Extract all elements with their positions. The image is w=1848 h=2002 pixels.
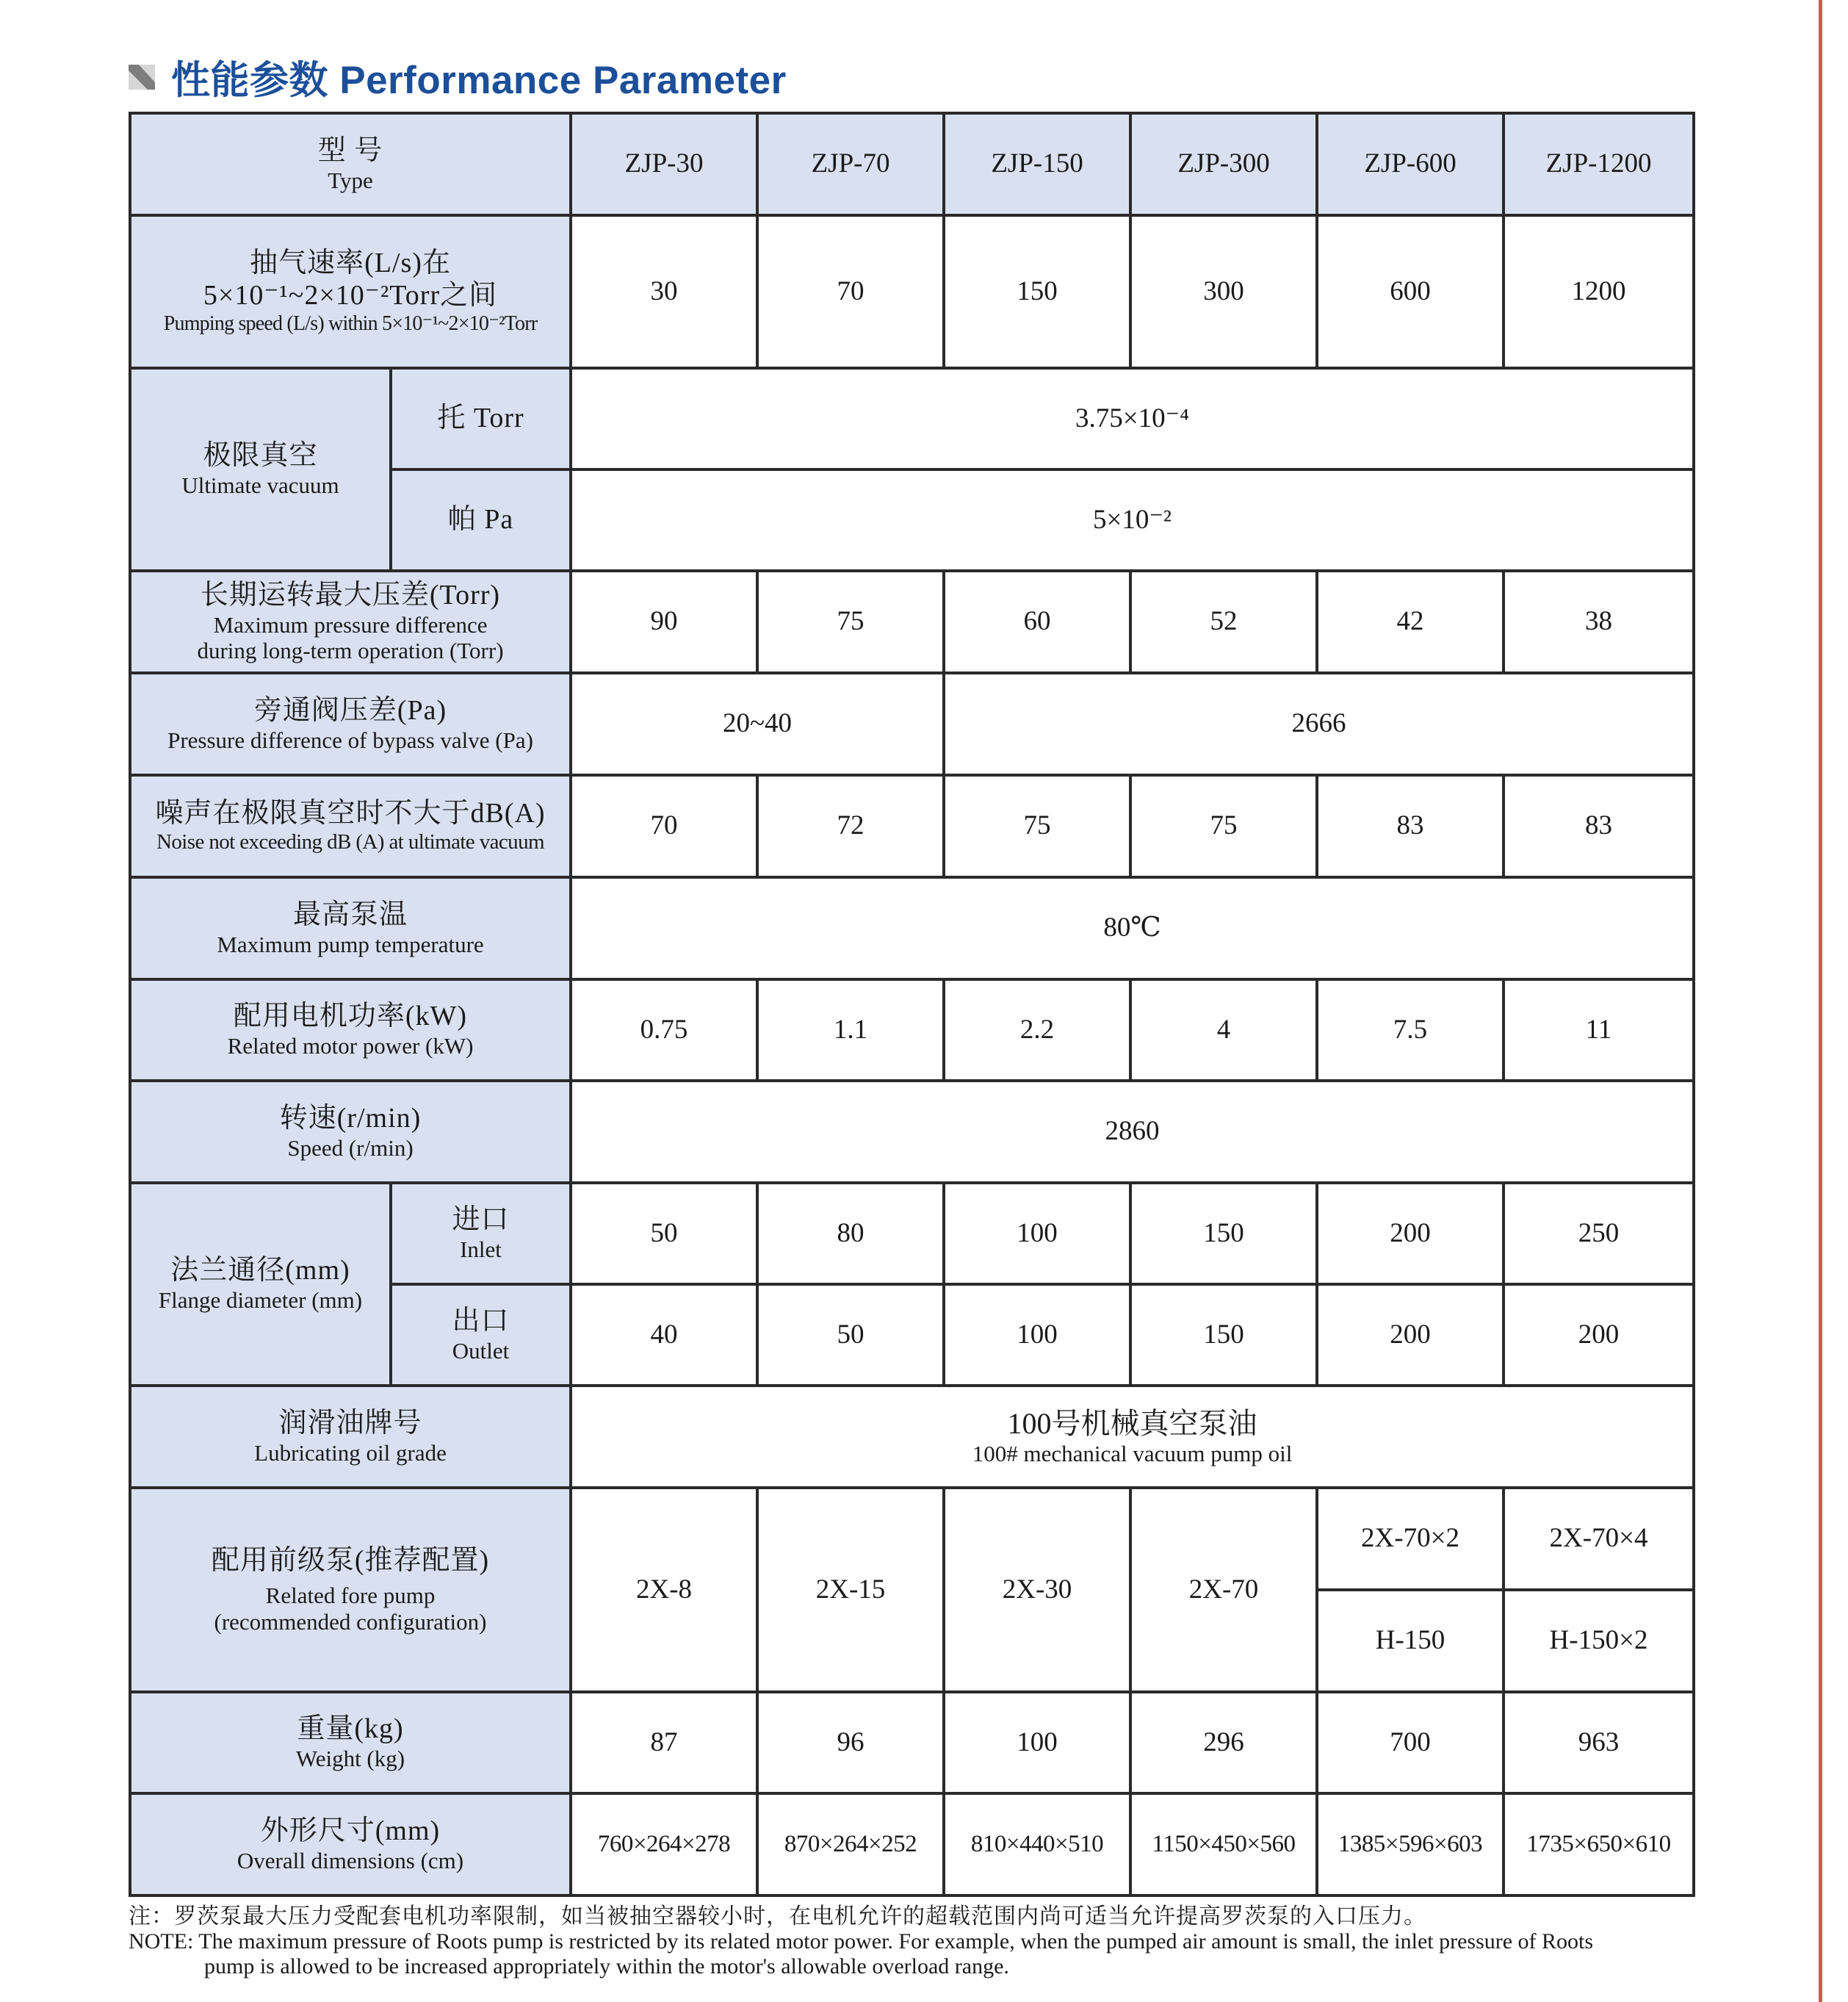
table-cell: 50 — [571, 1183, 757, 1284]
row-header-motor-power: 配用电机功率(kW) Related motor power (kW) — [130, 979, 571, 1081]
table-cell: 4 — [1130, 979, 1317, 1081]
table-cell: 2X-70×2 — [1317, 1488, 1504, 1590]
ultimate-vacuum-pa-value: 5×10⁻² — [571, 469, 1694, 571]
table-cell: 75 — [944, 775, 1130, 877]
table-cell: 96 — [757, 1692, 944, 1793]
table-cell: 760×264×278 — [571, 1793, 757, 1895]
table-cell: 50 — [757, 1284, 944, 1386]
sub-header-inlet: 进口 Inlet — [391, 1183, 571, 1284]
table-cell: 100 — [944, 1183, 1130, 1284]
table-cell: 2X-15 — [757, 1488, 944, 1692]
footnote-cn: 注：罗茨泵最大压力受配套电机功率限制，如当被抽空器较小时，在电机允许的超载范围内尚可适当允许提高罗茨泵的入口压力。 — [129, 1904, 1426, 1929]
row-header-speed: 转速(r/min) Speed (r/min) — [130, 1081, 571, 1183]
row-header-ultimate-vacuum: 极限真空 Ultimate vacuum — [130, 368, 391, 571]
sub-header-outlet: 出口 Outlet — [391, 1284, 571, 1386]
table-cell: 2X-70×4 — [1504, 1488, 1694, 1590]
table-cell: 38 — [1504, 571, 1694, 673]
sub-header-pa: 帕 Pa — [391, 469, 571, 571]
table-row-max-pressure-diff — [130, 571, 1694, 673]
table-cell: 2.2 — [944, 979, 1130, 1081]
page-edge-stripe — [1819, 0, 1822, 2002]
model-header: ZJP-600 — [1317, 113, 1504, 215]
table-cell: 810×440×510 — [944, 1793, 1130, 1895]
sub-header-torr: 托 Torr — [391, 368, 571, 469]
table-cell: 300 — [1130, 215, 1317, 368]
model-header: ZJP-1200 — [1504, 113, 1694, 215]
table-cell: 100 — [944, 1284, 1130, 1386]
table-cell: 1.1 — [757, 979, 944, 1081]
row-header-dimensions: 外形尺寸(mm) Overall dimensions (cm) — [130, 1793, 571, 1895]
table-cell: 200 — [1317, 1183, 1504, 1284]
table-cell: 2X-70 — [1130, 1488, 1317, 1692]
table-row-speed — [130, 1081, 1694, 1183]
table-cell: 80 — [757, 1183, 944, 1284]
table-cell: 963 — [1504, 1692, 1694, 1793]
table-cell: 296 — [1130, 1692, 1317, 1793]
table-cell: 0.75 — [571, 979, 757, 1081]
table-row-fore-pump — [130, 1488, 1694, 1590]
table-cell: 2666 — [944, 673, 1694, 775]
table-cell: 70 — [757, 215, 944, 368]
table-cell: 200 — [1504, 1284, 1694, 1386]
table-cell: 1150×450×560 — [1130, 1793, 1317, 1895]
page-title: 性能参数 Performance Parameter — [171, 59, 787, 102]
performance-table — [129, 112, 1695, 1897]
table-cell: 30 — [571, 215, 757, 368]
table-cell: 87 — [571, 1692, 757, 1793]
table-row-type — [130, 113, 1694, 215]
table-cell: 72 — [757, 775, 944, 877]
table-row-bypass-valve — [130, 673, 1694, 775]
table-row-ultimate-vacuum-torr — [130, 368, 1694, 469]
table-cell: 2860 — [571, 1081, 1694, 1183]
table-row-dimensions — [130, 1793, 1694, 1895]
table-cell: 42 — [1317, 571, 1504, 673]
row-header-lubricating-oil: 润滑油牌号 Lubricating oil grade — [130, 1386, 571, 1488]
model-header: ZJP-150 — [944, 113, 1130, 215]
table-cell: 83 — [1504, 775, 1694, 877]
table-cell: 150 — [1130, 1183, 1317, 1284]
table-row-weight — [130, 1692, 1694, 1793]
table-cell: 2X-8 — [571, 1488, 757, 1692]
row-header-type: 型 号 Type — [130, 113, 571, 215]
row-header-flange: 法兰通径(mm) Flange diameter (mm) — [130, 1183, 391, 1386]
table-cell: 700 — [1317, 1692, 1504, 1793]
footnote-en-line1: NOTE: The maximum pressure of Roots pump is restricted by its related motor power. For example, when the pumped air amount is small, the inlet pressure of Roots — [129, 1929, 1594, 1954]
table-cell: H-150 — [1317, 1590, 1504, 1692]
row-header-pumping-speed: 抽气速率(L/s)在 5×10⁻¹~2×10⁻²Torr之间 Pumping speed (L/s) within 5×10⁻¹~2×10⁻²Torr — [130, 215, 571, 368]
table-cell: 1385×596×603 — [1317, 1793, 1504, 1895]
table-row-max-temp — [130, 877, 1694, 979]
row-header-weight: 重量(kg) Weight (kg) — [130, 1692, 571, 1793]
table-cell: 70 — [571, 775, 757, 877]
table-cell: 2X-30 — [944, 1488, 1130, 1692]
table-row-pumping-speed — [130, 215, 1694, 368]
table-row-flange-inlet — [130, 1183, 1694, 1284]
row-header-max-pressure-diff: 长期运转最大压差(Torr) Maximum pressure difference during long-term operation (Torr) — [130, 571, 571, 673]
section-marker-icon — [129, 65, 155, 90]
lubricating-oil-value: 100号机械真空泵油 100# mechanical vacuum pump oil — [571, 1386, 1694, 1488]
model-header: ZJP-300 — [1130, 113, 1317, 215]
row-header-fore-pump: 配用前级泵(推荐配置) Related fore pump (recommended configuration) — [130, 1488, 571, 1692]
table-cell: 250 — [1504, 1183, 1694, 1284]
model-header: ZJP-70 — [757, 113, 944, 215]
table-cell: 11 — [1504, 979, 1694, 1081]
table-cell: 7.5 — [1317, 979, 1504, 1081]
table-cell: 1200 — [1504, 215, 1694, 368]
table-row-noise — [130, 775, 1694, 877]
table-cell: 40 — [571, 1284, 757, 1386]
table-cell: 52 — [1130, 571, 1317, 673]
row-header-bypass-valve: 旁通阀压差(Pa) Pressure difference of bypass valve (Pa) — [130, 673, 571, 775]
table-cell: 150 — [1130, 1284, 1317, 1386]
table-cell: 200 — [1317, 1284, 1504, 1386]
table-cell: 1735×650×610 — [1504, 1793, 1694, 1895]
table-cell: 870×264×252 — [757, 1793, 944, 1895]
row-header-noise: 噪声在极限真空时不大于dB(A) Noise not exceeding dB (A) at ultimate vacuum — [130, 775, 571, 877]
table-row-lubricating-oil — [130, 1386, 1694, 1488]
table-cell: 20~40 — [571, 673, 944, 775]
ultimate-vacuum-torr-value: 3.75×10⁻⁴ — [571, 368, 1694, 469]
table-cell: 60 — [944, 571, 1130, 673]
footnote — [129, 1904, 1744, 1979]
section-heading — [129, 51, 787, 103]
table-cell: 80℃ — [571, 877, 1694, 979]
table-row-motor-power — [130, 979, 1694, 1081]
table-cell: 75 — [1130, 775, 1317, 877]
table-cell: 100 — [944, 1692, 1130, 1793]
row-header-max-temp: 最高泵温 Maximum pump temperature — [130, 877, 571, 979]
table-cell: 150 — [944, 215, 1130, 368]
table-cell: H-150×2 — [1504, 1590, 1694, 1692]
table-cell: 83 — [1317, 775, 1504, 877]
model-header: ZJP-30 — [571, 113, 757, 215]
table-cell: 90 — [571, 571, 757, 673]
table-cell: 600 — [1317, 215, 1504, 368]
footnote-en-line2: pump is allowed to be increased appropriately within the motor's allowable overload range. — [204, 1954, 1009, 1978]
table-cell: 75 — [757, 571, 944, 673]
